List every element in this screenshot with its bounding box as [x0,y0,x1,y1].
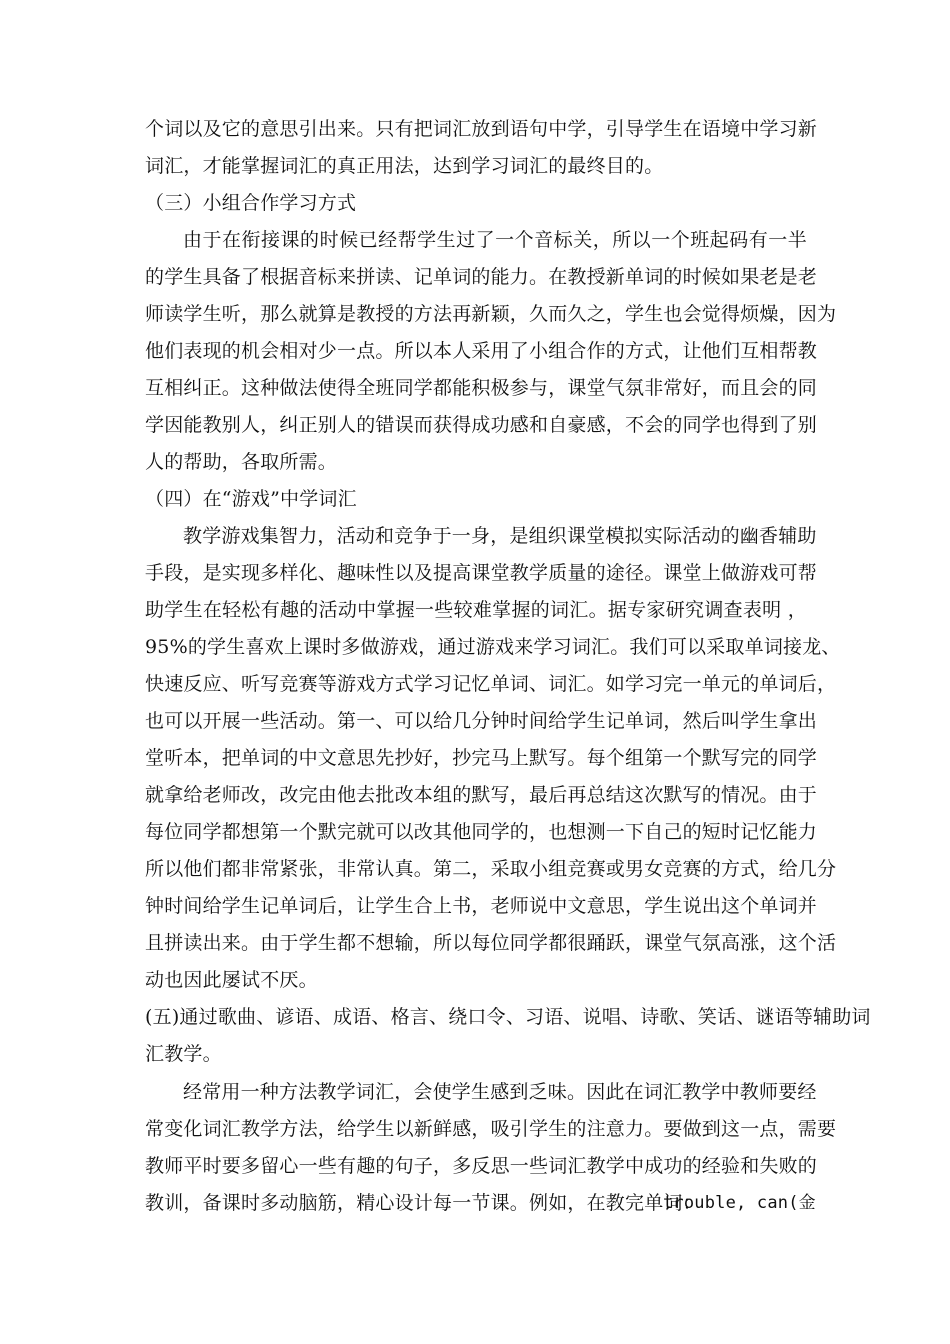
paragraph-line: 就拿给老师改，改完由他去批改本组的默写，最后再总结这次默写的情况。由于 [145,784,818,806]
paragraph-line: 95%的学生喜欢上课时多做游戏，通过游戏来学习词汇。我们可以采取单词接龙、 [145,636,841,658]
paragraph-line: 教学游戏集智力，活动和竞争于一身，是组织课堂模拟实际活动的幽香辅助 [183,525,817,547]
paragraph-line: 且拼读出来。由于学生都不想输，所以每位同学都很踊跃，课堂气氛高涨，这个活 [145,932,837,954]
paragraph-line: 教师平时要多留心一些有趣的句子，多反思一些词汇教学中成功的经验和失败的 [145,1155,818,1177]
paragraph-line: 手段，是实现多样化、趣味性以及提高课堂教学质量的途径。课堂上做游戏可帮 [145,562,818,584]
paragraph-line: 助学生在轻松有趣的活动中掌握一些较难掌握的词汇。据专家研究调查表明 ， [145,599,807,621]
section-heading: （三）小组合作学习方式 [145,192,357,214]
paragraph-line: 钟时间给学生记单词后，让学生合上书，老师说中文意思，学生说出这个单词并 [145,895,818,917]
paragraph-line: 常变化词汇教学方法，给学生以新鲜感，吸引学生的注意力。要做到这一点，需要 [145,1118,837,1140]
paragraph-line: 动也因此屡试不厌。 [145,969,318,991]
paragraph-line: 所以他们都非常紧张，非常认真。第二，采取小组竞赛或男女竞赛的方式，给几分 [145,858,837,880]
paragraph-line-fragment: trouble, can(金 [663,1193,816,1213]
paragraph-line: 互相纠正。这种做法使得全班同学都能积极参与，课堂气氛非常好，而且会的同 [145,377,818,399]
paragraph-line: 人的帮助，各取所需。 [145,451,338,473]
section-heading: （四）在“游戏”中学词汇 [145,488,357,510]
paragraph-line: 师读学生听，那么就算是教授的方法再新颖，久而久之，学生也会觉得烦燥，因为 [145,303,837,325]
paragraph-line: 个词以及它的意思引出来。只有把词汇放到语句中学，引导学生在语境中学习新 [145,118,818,140]
section-heading: (五)通过歌曲、谚语、成语、格言、绕口令、习语、说唱、诗歌、笑话、谜语等辅助词 [145,1006,871,1028]
paragraph-line: 他们表现的机会相对少一点。所以本人采用了小组合作的方式，让他们互相帮教 [145,340,818,362]
section-heading: 汇教学。 [145,1043,222,1065]
paragraph-line: 学因能教别人，纠正别人的错误而获得成功感和自豪感，不会的同学也得到了别 [145,414,818,436]
paragraph-line: 堂听本，把单词的中文意思先抄好，抄完马上默写。每个组第一个默写完的同学 [145,747,818,769]
paragraph-line: 快速反应、听写竞赛等游戏方式学习记忆单词、词汇。如学习完一单元的单词后， [145,673,837,695]
paragraph-line: 也可以开展一些活动。第一、可以给几分钟时间给学生记单词，然后叫学生拿出 [145,710,818,732]
paragraph-line: 由于在衔接课的时候已经帮学生过了一个音标关，所以一个班起码有一半 [183,229,807,251]
paragraph-line: 每位同学都想第一个默完就可以改其他同学的，也想测一下自己的短时记忆能力 [145,821,818,843]
paragraph-line: 词汇，才能掌握词汇的真正用法，达到学习词汇的最终目的。 [145,155,664,177]
paragraph-line: 的学生具备了根据音标来拼读、记单词的能力。在教授新单词的时候如果老是老 [145,266,818,288]
paragraph-line: 经常用一种方法教学词汇，会使学生感到乏味。因此在词汇教学中教师要经 [183,1081,817,1103]
paragraph-line: 教训，备课时多动脑筋，精心设计每一节课。例如，在教完单词： [145,1192,702,1214]
